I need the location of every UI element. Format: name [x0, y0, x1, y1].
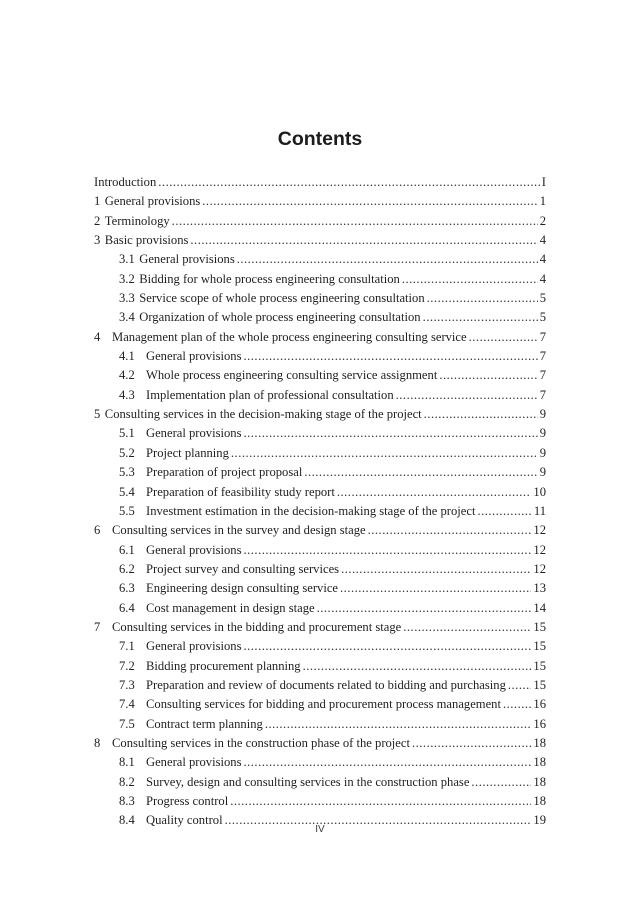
toc-entry-label: Consulting services in the bidding and procurement stage [112, 619, 402, 634]
toc-entry-number: 5.4 [119, 484, 135, 499]
toc-entry-number: 7.3 [119, 677, 135, 692]
toc-entry [94, 560, 546, 579]
dot-leader [202, 192, 537, 211]
toc-entry-page: 7 [539, 349, 546, 364]
toc-entry [94, 444, 546, 463]
toc-entry-page: 7 [539, 368, 546, 383]
toc-entry-page: 15 [533, 639, 546, 654]
toc-entry-page: 4 [539, 252, 546, 267]
toc-entry [94, 366, 546, 385]
toc-entry-number: 7.4 [119, 697, 135, 712]
toc-entry-number: 8.2 [119, 774, 135, 789]
toc-entry-number: 8.1 [119, 755, 135, 770]
toc-entry-page: 18 [533, 755, 546, 770]
toc-entry-page: 7 [539, 329, 546, 344]
toc-entry-page: 9 [539, 426, 546, 441]
toc-entry [94, 173, 546, 192]
toc-entry-label: Investment estimation in the decision-making stage of the project [146, 503, 476, 518]
toc-entry-page: 19 [533, 813, 546, 828]
toc-entry [94, 231, 546, 250]
toc-entry [94, 289, 546, 308]
toc-entry [94, 637, 546, 656]
dot-leader [265, 715, 532, 734]
toc-entry-page: 10 [533, 484, 546, 499]
dot-leader [402, 270, 538, 289]
toc-entry-page: 9 [539, 465, 546, 480]
toc-entry-label: Organization of whole process engineering consultation [139, 310, 421, 325]
dot-leader [303, 657, 532, 676]
toc-entry-number: 5.5 [119, 503, 135, 518]
toc-entry-page: 13 [533, 581, 546, 596]
dot-leader [469, 328, 538, 347]
toc-entry-number: 7.2 [119, 658, 135, 673]
toc-entry [94, 695, 546, 714]
dot-leader [439, 366, 537, 385]
toc-entry-label: Preparation and review of documents related to bidding and purchasing [146, 677, 506, 692]
toc-entry-number: 8.3 [119, 794, 135, 808]
toc-entry-number: 8 [94, 735, 101, 750]
toc-entry-label: Engineering design consulting service [146, 581, 339, 596]
toc-entry-label: Preparation of feasibility study report [146, 484, 335, 499]
toc-entry-page: 14 [533, 600, 546, 615]
page-number-footer: IV [315, 824, 325, 835]
toc-entry-number: 3 [94, 233, 101, 248]
toc-entry [94, 308, 546, 327]
toc-entry [94, 599, 546, 618]
dot-leader [158, 173, 540, 192]
toc-entry-label: Implementation plan of professional consultation [146, 387, 394, 402]
toc-entry-page: 4 [539, 233, 546, 248]
toc-entry-label: General provisions [146, 349, 242, 364]
toc-entry-page: 15 [533, 619, 546, 634]
page-title: Contents [277, 128, 363, 150]
toc-entry-page: 11 [533, 503, 546, 518]
toc-entry-number: 3.4 [119, 310, 135, 325]
toc-entry-page: 12 [533, 561, 546, 576]
toc-entry [94, 521, 546, 540]
toc-entry [94, 734, 546, 753]
dot-leader [243, 753, 531, 772]
toc-entry-number: 4.1 [119, 349, 135, 364]
toc-entry-label: Survey, design and consulting services in the construction phase [146, 774, 470, 789]
dot-leader [508, 676, 532, 695]
toc-entry [94, 483, 546, 502]
toc-entry-label: Cost management in design stage [146, 600, 315, 615]
toc-entry-number: 2 [94, 213, 101, 228]
toc-entry-page: 12 [533, 523, 546, 538]
toc-entry-label: Consulting services in the survey and design stage [112, 523, 366, 538]
toc-entry-page: 12 [533, 542, 546, 557]
toc-entry-label: Terminology [104, 213, 170, 228]
toc-entry [94, 502, 546, 521]
toc-entry-number: 5.2 [119, 445, 135, 460]
toc-entry-label: Quality control [146, 813, 223, 828]
toc-entry-number: 7.1 [119, 639, 135, 654]
dot-leader [503, 695, 531, 714]
dot-leader [243, 637, 531, 656]
toc-entry-page: 4 [539, 271, 546, 286]
toc-entry-number: 3.3 [119, 291, 135, 306]
dot-leader [368, 521, 532, 540]
toc-entry-label: Management plan of the whole process engineering consulting service [112, 329, 467, 344]
toc-entry-page: 2 [539, 213, 546, 228]
dot-leader [341, 560, 531, 579]
dot-leader [424, 405, 538, 424]
toc-entry [94, 405, 546, 424]
toc-entry-label: Consulting services for bidding and procurement process management [146, 697, 501, 712]
dot-leader [190, 231, 537, 250]
dot-leader [412, 734, 531, 753]
toc-entry-page: 9 [539, 445, 546, 460]
toc-entry-label: Preparation of project proposal [146, 465, 303, 480]
toc-entry [94, 270, 546, 289]
toc-entry-number: 4.2 [119, 368, 135, 383]
toc-entry-page: 16 [533, 716, 546, 731]
toc-entry-page: 7 [539, 387, 546, 402]
toc-entry-label: General provisions [139, 252, 235, 267]
dot-leader [471, 773, 531, 792]
toc-entry-label: General provisions [146, 755, 242, 770]
toc-entry [94, 792, 546, 811]
toc-entry-label: Consulting services in the decision-making stage of the project [104, 407, 422, 422]
dot-leader [243, 424, 537, 443]
toc-entry-page: 16 [533, 697, 546, 712]
dot-leader [230, 792, 531, 811]
toc-entry-label: Consulting services in the construction phase of the project [112, 735, 410, 750]
toc-entry-label: Introduction [94, 175, 157, 189]
toc-entry-page: 1 [539, 194, 546, 209]
toc-entry-label: General provisions [146, 639, 242, 654]
dot-leader [396, 386, 538, 405]
toc-entry-label: Project survey and consulting services [146, 561, 340, 576]
toc-entry-number: 3.1 [119, 252, 135, 267]
toc-entry-number: 7.5 [119, 716, 135, 731]
toc-entry-page: 15 [533, 658, 546, 673]
toc-entry-number: 4.3 [119, 387, 135, 402]
dot-leader [172, 212, 538, 231]
toc-entry-label: Service scope of whole process engineering consultation [139, 291, 425, 306]
toc-entry-number: 3.2 [119, 271, 135, 286]
toc-entry [94, 250, 546, 269]
toc-entry-label: General provisions [146, 542, 242, 557]
toc-entry [94, 328, 546, 347]
dot-leader [237, 250, 538, 269]
toc-entry [94, 424, 546, 443]
dot-leader [477, 502, 531, 521]
toc-entry [94, 541, 546, 560]
toc-entry-label: Project planning [146, 445, 229, 460]
toc-entry-page: 15 [533, 677, 546, 692]
toc-entry-label: General provisions [104, 194, 201, 209]
toc-entry [94, 386, 546, 405]
toc-entry-page: 5 [539, 291, 546, 306]
toc-entry-number: 4 [94, 329, 101, 344]
toc-entry-page: 18 [533, 794, 546, 808]
dot-leader [243, 541, 531, 560]
toc-entry-page: 18 [533, 774, 546, 789]
toc-entry-label: Progress control [146, 794, 229, 808]
dot-leader [243, 347, 537, 366]
dot-leader [427, 289, 538, 308]
toc-entry-label: Whole process engineering consulting service assignment [146, 368, 438, 383]
toc-entry-number: 5.1 [119, 426, 135, 441]
toc-entry-number: 6.3 [119, 581, 135, 596]
toc-entry-label: Bidding procurement planning [146, 658, 301, 673]
dot-leader [403, 618, 531, 637]
toc-entry-page: I [541, 175, 546, 189]
toc-list [94, 173, 546, 831]
toc-entry-number: 6.4 [119, 600, 135, 615]
toc-entry-page: 9 [539, 407, 546, 422]
toc-entry-number: 8.4 [119, 813, 135, 828]
toc-entry-number: 5.3 [119, 465, 135, 480]
toc-entry [94, 579, 546, 598]
toc-entry-label: General provisions [146, 426, 242, 441]
toc-entry-number: 5 [94, 407, 101, 422]
dot-leader [340, 579, 531, 598]
toc-entry-number: 6.1 [119, 542, 135, 557]
dot-leader [231, 444, 538, 463]
toc-entry [94, 618, 546, 637]
toc-entry [94, 212, 546, 231]
toc-entry-label: Bidding for whole process engineering consultation [139, 271, 400, 286]
dot-leader [423, 308, 538, 327]
toc-entry [94, 657, 546, 676]
toc-entry [94, 715, 546, 734]
toc-entry [94, 753, 546, 772]
toc-entry-number: 7 [94, 619, 101, 634]
toc-entry-number: 6 [94, 523, 101, 538]
toc-entry [94, 463, 546, 482]
toc-entry [94, 676, 546, 695]
dot-leader [304, 463, 537, 482]
toc-entry [94, 347, 546, 366]
toc-entry [94, 773, 546, 792]
toc-entry-label: Contract term planning [146, 716, 263, 731]
dot-leader [337, 483, 532, 502]
toc-entry-page: 18 [533, 735, 546, 750]
toc-entry-number: 1 [94, 194, 101, 209]
toc-entry [94, 192, 546, 211]
dot-leader [317, 599, 532, 618]
toc-entry-page: 5 [539, 310, 546, 325]
toc-entry-label: Basic provisions [104, 233, 189, 248]
toc-entry-number: 6.2 [119, 561, 135, 576]
